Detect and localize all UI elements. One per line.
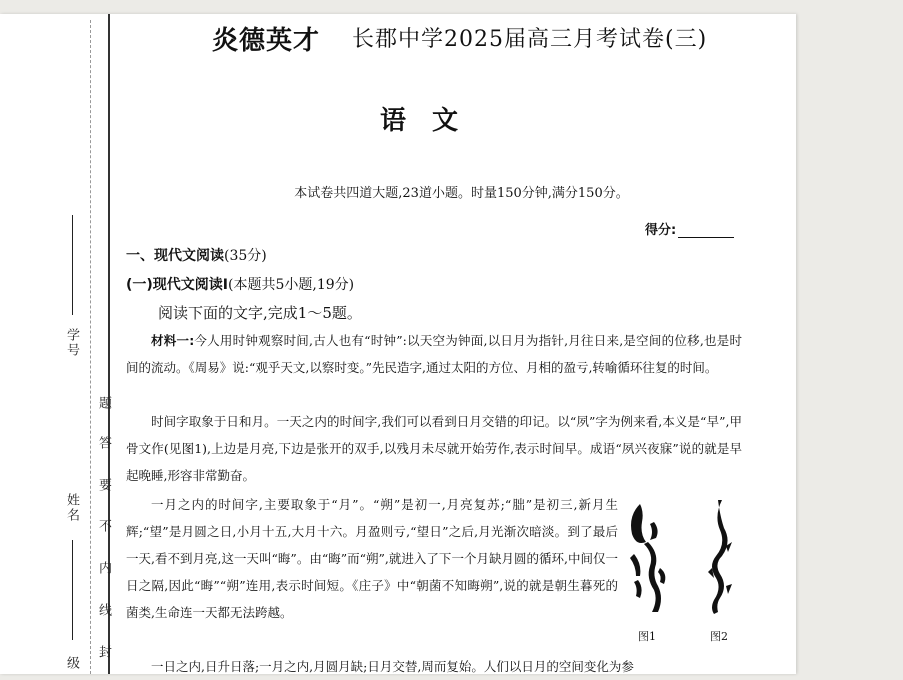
brand-logo-text: 炎德英才 — [212, 26, 321, 56]
student-no-label: 学号 — [64, 328, 79, 358]
name-blank — [72, 540, 73, 640]
paragraph-2: 时间字取象于日和月。一天之内的时间字,我们可以看到日月交错的印记。以“夙”字为例来看,本义是“早”,甲骨文作(见图1),上边是月亮,下边是张开的双手,以残月未尽就开始劳作,表示时间早。成语“夙兴夜寐”说的就是早起晚睡,形容非常勤奋。 — [126, 414, 742, 483]
seal-char-3: 内 — [96, 561, 111, 576]
section-2-title: (一)现代文阅读Ⅰ — [126, 277, 229, 293]
section-1-score: (35分) — [224, 248, 267, 264]
section-1-title: 一、现代文阅读 — [126, 248, 224, 264]
student-no-blank — [72, 215, 73, 315]
figure-2-caption: 图2 — [710, 630, 728, 643]
paragraph-4: 一日之内,日升日落;一月之内,月圆月缺;日月交替,周而复始。人们以日月的空间变化为参 — [151, 659, 634, 674]
seal-char-1: 封 — [96, 645, 111, 660]
section-2-info: (本题共5小题,19分) — [228, 277, 355, 293]
score-field — [645, 219, 734, 238]
score-label: 得分: — [645, 223, 677, 238]
name-label: 姓名 — [64, 493, 79, 523]
seal-char-5: 要 — [96, 478, 111, 493]
paragraph-3: 一月之内的时间字,主要取象于“月”。“朔”是初一,月亮复苏;“朏”是初三,新月生辉;“望”是月圆之日,小月十五,大月十六。月盈则亏,“望日”之后,月光渐次暗淡。到了最后一天,看不到月亮,这一天叫“晦”。由“晦”而“朔”,就进入了下一个月缺月圆的循环,中间仅一日之隔,因此“晦”“朔”连用,表示时间短。《庄子》中“朝菌不知晦朔”,说的就是朝生暮死的菌类,生命连一天都无法跨越。 — [126, 497, 618, 620]
paragraph-1-text: 今人用时钟观察时间,古人也有“时钟”:以天空为钟面,以日月为指针,月往日来,是空间的位移,也是时间的流动。《周易》说:“观乎天文,以察时变。”先民造字,通过太阳的方位、月相的盈亏,转喻循环往复的时间。 — [126, 333, 742, 375]
seal-char-6: 答 — [96, 436, 111, 451]
class-label: 级 — [64, 656, 79, 671]
exam-intro: 本试卷共四道大题,23道小题。时量150分钟,满分150分。 — [294, 186, 629, 201]
seal-char-4: 不 — [96, 519, 111, 534]
figure-1-oracle-glyph — [624, 494, 672, 620]
section-2-heading — [126, 274, 354, 294]
seal-char-7: 题 — [96, 396, 111, 411]
seal-char-2: 线 — [96, 603, 111, 618]
paragraph-1 — [126, 327, 742, 381]
figure-1-caption: 图1 — [638, 630, 656, 643]
reading-instruction: 阅读下面的文字,完成1～5题。 — [158, 304, 362, 322]
section-1-heading — [126, 245, 267, 265]
subject-title: 语文 — [380, 106, 485, 136]
score-blank — [678, 225, 734, 238]
material-label: 材料一: — [151, 333, 195, 348]
gutter-dashed-line — [90, 20, 91, 674]
figure-2-oracle-glyph — [700, 494, 740, 620]
exam-title: 长郡中学2025届高三月考试卷(三) — [352, 27, 708, 52]
